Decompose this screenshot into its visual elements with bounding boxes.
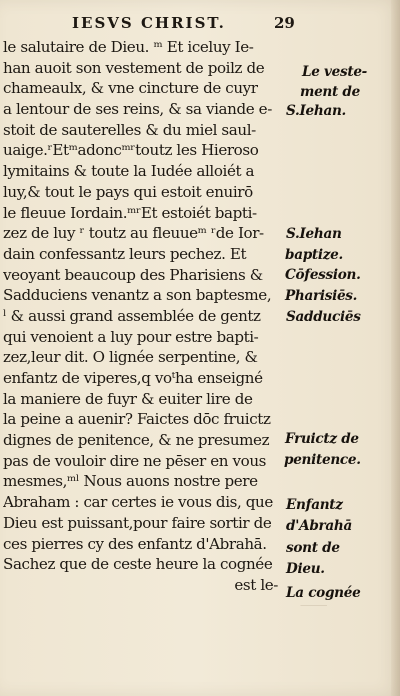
margin-note: baptize. — [285, 247, 343, 263]
text-line: le salutaire de Dieu. ᵐ Et iceluy Ie- — [3, 38, 254, 56]
text-line: mesmes,ᵐˡ Nous auons nostre pere — [3, 472, 258, 491]
text-line: luy,& tout le pays qui estoit enuirō — [3, 182, 253, 201]
margin-note: Le veste- — [302, 64, 368, 80]
margin-note: Pharisiēs. — [285, 288, 358, 304]
margin-note: sont de — [286, 540, 340, 556]
margin-note: La cognée — [286, 585, 361, 601]
text-line: qui venoient a luy pour estre bapti- — [3, 327, 259, 346]
text-line: zez,leur dit. O lignée serpentine, & — [3, 348, 258, 367]
text-line: ces pierres cy des enfantz d'Abrahā. — [3, 534, 267, 553]
margin-note: penitence. — [284, 452, 361, 468]
text-line: han auoit son vestement de poilz de — [3, 58, 265, 77]
text-line: ˡ & aussi grand assemblée de gentz — [3, 306, 261, 325]
text-line: Sadduciens venantz a son baptesme, — [3, 286, 272, 305]
text-line: la peine a auenir? Faictes dōc fruictz — [3, 410, 271, 429]
running-head: IESVS CHRIST. — [72, 14, 226, 32]
text-line: enfantz de viperes,q voᵗha enseigné — [3, 369, 263, 387]
margin-note: Cōfession. — [285, 267, 361, 283]
text-line: Dieu est puissant,pour faire sortir de — [3, 513, 272, 532]
margin-note: S.Iehan. — [286, 103, 346, 119]
text-line: uaige.ʳEtᵐadoncᵐʳtoutz les Hieroso — [3, 141, 259, 160]
text-line: Sachez que de ceste heure la cognée — [3, 555, 273, 574]
margin-note: ment de — [300, 84, 360, 100]
margin-note: Sadduciēs — [286, 309, 361, 325]
margin-note: d'Abrahā — [286, 518, 352, 534]
text-line: Abraham : car certes ie vous dis, que — [3, 493, 273, 512]
margin-note: Dieu. — [286, 561, 325, 577]
text-line: chameaulx, & vne cincture de cuyr — [3, 79, 258, 98]
text-line: veoyant beaucoup des Pharisiens & — [3, 265, 263, 284]
text-line: a lentour de ses reins, & sa viande e- — [3, 100, 272, 119]
text-line: le fleuue Iordain.ᵐʳEt estoiét bapti- — [3, 203, 257, 222]
margin-note: Enfantz — [286, 497, 343, 513]
text-line: pas de vouloir dire ne pēser en vous — [3, 451, 266, 470]
text-line: stoit de sauterelles & du miel saul- — [3, 120, 256, 139]
text-line: lymitains & toute la Iudée alloiét a — [3, 162, 255, 181]
text-line: est le- — [234, 575, 278, 594]
margin-note: S.Iehan — [286, 226, 342, 242]
paper-edge — [391, 0, 400, 696]
page-number: 29 — [274, 14, 295, 32]
show-through-ink: ⸻ — [300, 598, 328, 611]
text-line: zez de luy ʳ toutz au fleuueᵐ ʳde Ior- — [3, 224, 264, 243]
text-line: la maniere de fuyr & euiter lire de — [3, 389, 253, 408]
text-line: dain confessantz leurs pechez. Et — [3, 244, 247, 263]
text-line: dignes de penitence, & ne presumez — [3, 431, 270, 450]
margin-note: Fruictz de — [285, 431, 359, 447]
